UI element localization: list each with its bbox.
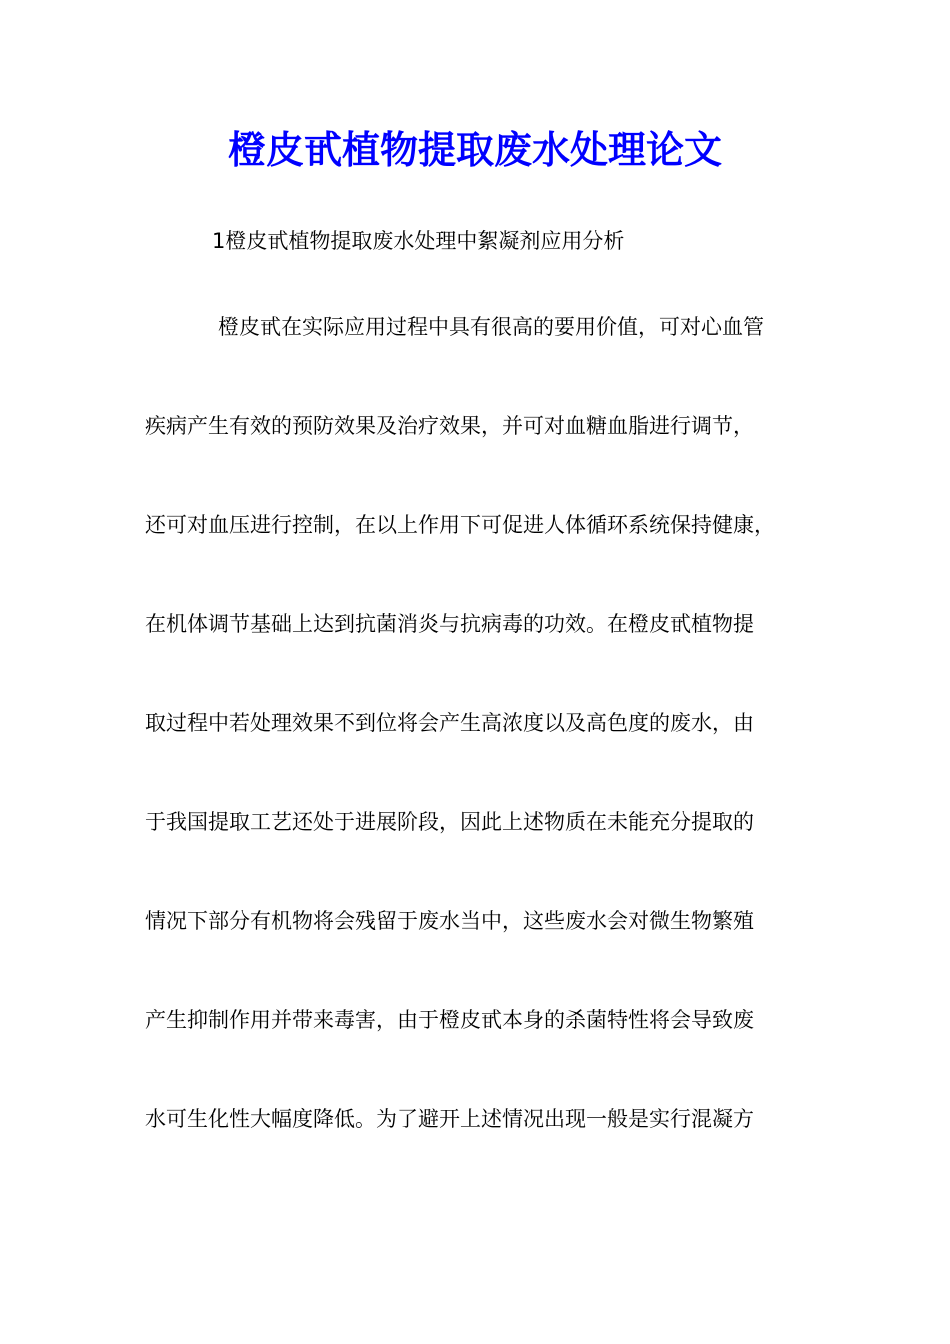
paragraph-line: 橙皮甙在实际应用过程中具有很高的要用价值，可对心血管 (218, 315, 764, 339)
paragraph-line: 在机体调节基础上达到抗菌消炎与抗病毒的功效。在橙皮甙植物提 (145, 612, 754, 636)
paragraph-line: 于我国提取工艺还处于进展阶段，因此上述物质在未能充分提取的 (145, 810, 754, 834)
paragraph-line: 产生抑制作用并带来毒害，由于橙皮甙本身的杀菌特性将会导致废 (145, 1008, 754, 1032)
paragraph-line: 还可对血压进行控制，在以上作用下可促进人体循环系统保持健康， (145, 513, 775, 537)
paragraph-line: 情况下部分有机物将会残留于废水当中，这些废水会对微生物繁殖 (145, 909, 754, 933)
paragraph-line: 水可生化性大幅度降低。为了避开上述情况出现一般是实行混凝方 (145, 1107, 754, 1131)
paragraph-line: 取过程中若处理效果不到位将会产生高浓度以及高色度的废水，由 (145, 711, 754, 735)
document-title: 橙皮甙植物提取废水处理论文 (227, 127, 722, 172)
section-heading: 1橙皮甙植物提取废水处理中絮凝剂应用分析 (212, 229, 625, 253)
paragraph-line: 疾病产生有效的预防效果及治疗效果，并可对血糖血脂进行调节， (145, 414, 754, 438)
